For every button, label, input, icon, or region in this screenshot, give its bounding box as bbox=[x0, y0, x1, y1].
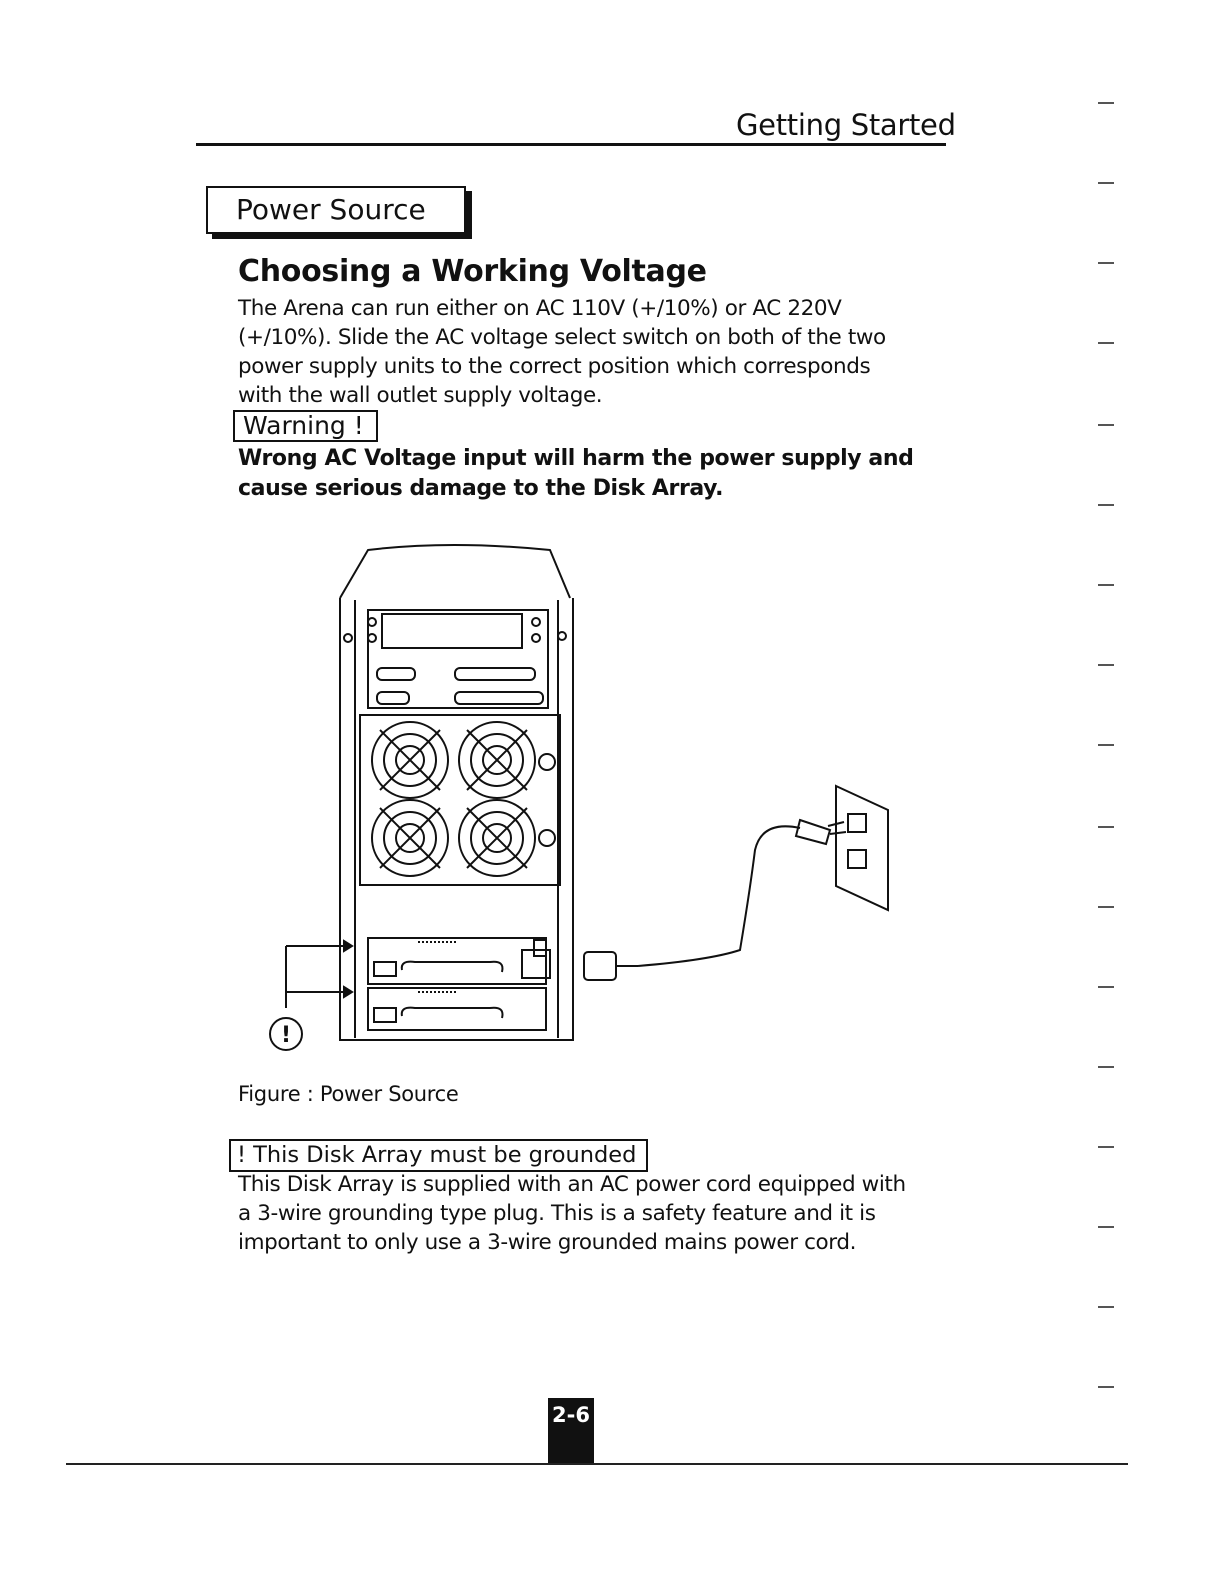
margin-tick bbox=[1098, 906, 1114, 908]
power-plug bbox=[796, 820, 830, 844]
margin-tick bbox=[1098, 584, 1114, 586]
grounding-line: This Disk Array is supplied with an AC power cord equipped with bbox=[238, 1172, 906, 1197]
alert-icon-symbol: ! bbox=[280, 1023, 292, 1048]
page-number: 2-6 bbox=[552, 1403, 590, 1427]
margin-tick bbox=[1098, 504, 1114, 506]
fan-icon bbox=[459, 722, 535, 798]
grounding-line: a 3-wire grounding type plug. This is a safety feature and it is bbox=[238, 1201, 876, 1226]
fan-icon bbox=[372, 722, 448, 798]
margin-tick bbox=[1098, 262, 1114, 264]
scsi-port bbox=[455, 668, 535, 680]
warning-text bbox=[238, 444, 913, 504]
section-title-box bbox=[206, 186, 466, 234]
header-rule bbox=[196, 143, 946, 146]
footer-rule bbox=[66, 1463, 1128, 1465]
margin-tick bbox=[1098, 1306, 1114, 1308]
margin-tick bbox=[1098, 182, 1114, 184]
warning-line: cause serious damage to the Disk Array. bbox=[238, 476, 724, 501]
intro-line: The Arena can run either on AC 110V (+/10%) or AC 220V bbox=[238, 296, 842, 321]
warning-label: Warning ! bbox=[233, 410, 378, 442]
figure-caption: Figure : Power Source bbox=[238, 1082, 459, 1106]
margin-tick bbox=[1098, 826, 1114, 828]
margin-tick bbox=[1098, 424, 1114, 426]
serial-port bbox=[377, 668, 415, 680]
grounding-label: ! This Disk Array must be grounded bbox=[229, 1139, 648, 1172]
power-cord bbox=[638, 826, 800, 966]
outlet-socket bbox=[848, 814, 866, 832]
section-title: Power Source bbox=[236, 193, 426, 226]
tower-top-cap bbox=[340, 545, 570, 598]
power-source-figure bbox=[240, 530, 920, 1070]
intro-line: with the wall outlet supply voltage. bbox=[238, 383, 603, 408]
running-header: Getting Started bbox=[736, 108, 956, 142]
margin-tick bbox=[1098, 664, 1114, 666]
warning-line: Wrong AC Voltage input will harm the power supply and bbox=[238, 446, 914, 471]
outlet-socket bbox=[848, 850, 866, 868]
margin-tick bbox=[1098, 744, 1114, 746]
wall-outlet bbox=[836, 786, 888, 910]
cord-connector bbox=[584, 952, 616, 980]
intro-line: (+/10%). Slide the AC voltage select switch on both of the two bbox=[238, 325, 886, 350]
fan-icon bbox=[372, 800, 448, 876]
margin-tick bbox=[1098, 1146, 1114, 1148]
margin-tick bbox=[1098, 1066, 1114, 1068]
margin-tick bbox=[1098, 1226, 1114, 1228]
margin-tick bbox=[1098, 986, 1114, 988]
intro-line: power supply units to the correct position which corresponds bbox=[238, 354, 871, 379]
margin-tick bbox=[1098, 1386, 1114, 1388]
page-number-badge bbox=[548, 1398, 594, 1464]
drive-slot bbox=[382, 614, 522, 648]
grounding-line: important to only use a 3-wire grounded mains power cord. bbox=[238, 1230, 857, 1255]
margin-tick bbox=[1098, 102, 1114, 104]
margin-tick bbox=[1098, 342, 1114, 344]
fan-icon bbox=[459, 800, 535, 876]
subsection-title: Choosing a Working Voltage bbox=[238, 254, 707, 289]
